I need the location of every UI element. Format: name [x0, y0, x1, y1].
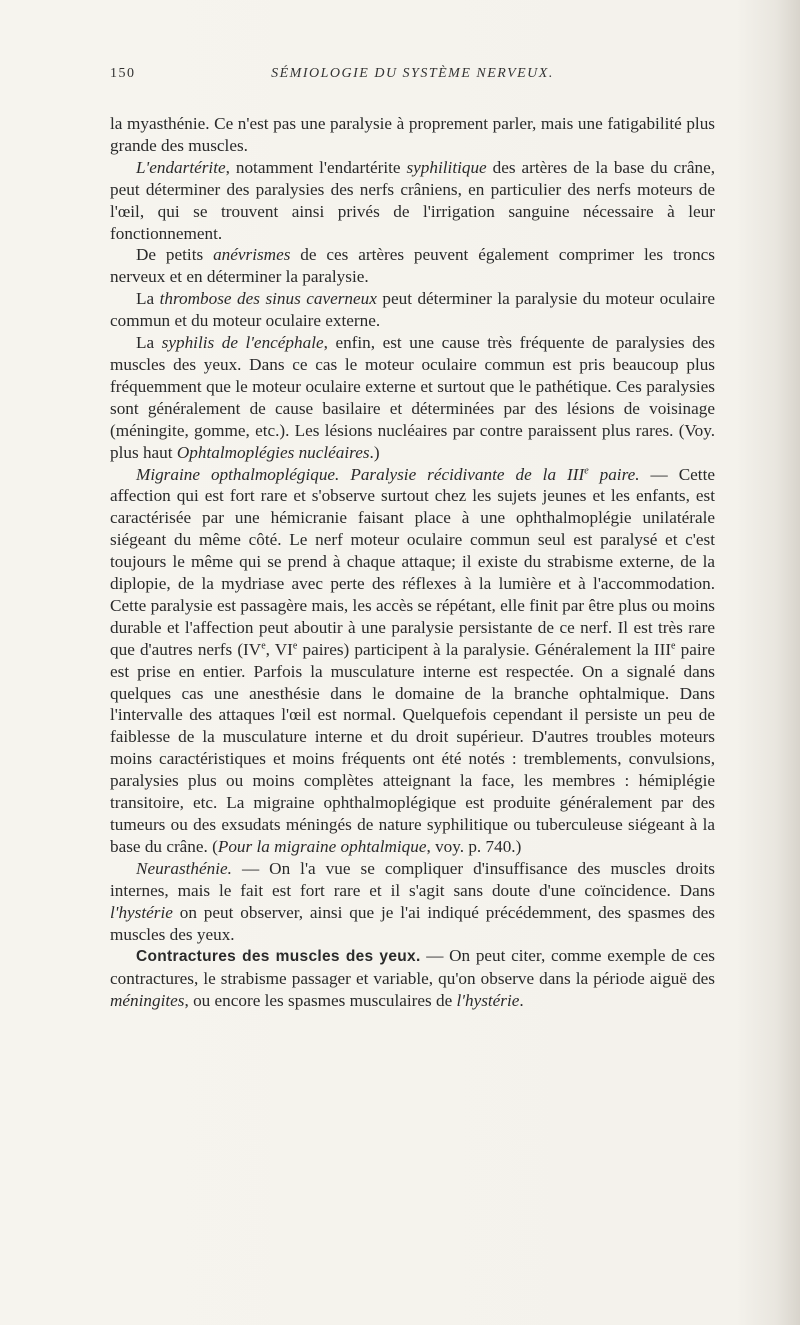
- page-number: 150: [110, 66, 136, 81]
- paragraph: L'endartérite, notamment l'endartérite syphilitique des artères de la base du crâne, peut déterminer des paralysies des nerfs crâniens, en particulier des nerfs moteurs de l'œil, qui se trouvent ainsi privés de l'irrigation sanguine nécessaire à leur fonctionnement.: [110, 157, 715, 243]
- paragraph: De petits anévrismes de ces artères peuvent également comprimer les troncs nerveux et en déterminer la paralysie.: [110, 245, 715, 287]
- paragraph: la myasthénie. Ce n'est pas une paralysie à proprement parler, mais une fatigabilité plus grande des muscles.: [110, 114, 715, 155]
- body-text: [110, 113, 715, 1012]
- section-heading: Neurasthénie.: [136, 858, 232, 878]
- paragraph: Contractures des muscles des yeux. — On peut citer, comme exemple de ces contractures, le strabisme passager et variable, qu'on observe dans la période aiguë des méningites, ou encore les spasmes musculaires de l'hystérie.: [110, 946, 715, 1011]
- paragraph: La syphilis de l'encéphale, enfin, est une cause très fréquente de paralysies des muscles des yeux. Dans ce cas le moteur oculaire commun est pris beaucoup plus fréquemment que le moteur oculaire externe et surtout que le pathétique. Ces paralysies sont généralement de cause basilaire et déterminées par des lésions de voisinage (méningite, gomme, etc.). Les lésions nucléaires par contre paraissent plus rares. (Voy. plus haut Ophtalmoplégies nucléaires.): [110, 333, 715, 462]
- paragraph: Neurasthénie. — On l'a vue se compliquer d'insuffisance des muscles droits internes, mais le fait est fort rare et il s'agit sans doute d'une coïncidence. Dans l'hystérie on peut observer, ainsi que je l'ai indiqué précédemment, des spasmes des muscles des yeux.: [110, 858, 715, 944]
- section-heading: Migraine opthalmoplégique. Paralysie récidivante de la III: [136, 464, 585, 484]
- running-title: SÉMIOLOGIE DU SYSTÈME NERVEUX.: [271, 66, 554, 81]
- section-heading: Contractures des muscles des yeux.: [136, 948, 421, 966]
- paragraph: Migraine opthalmoplégique. Paralysie récidivante de la IIIe paire. — Cette affection qui est fort rare et s'observe surtout chez les sujets jeunes et les enfants, est caractérisée par une hémicranie faisant place à une ophthalmoplégie unilatérale siégeant du même côté. Le nerf moteur oculaire commun seul est paralysé et c'est toujours le même qui se prend à chaque attaque; il existe du strabisme externe, de la diplopie, de la mydriase avec perte des réflexes à la lumière et à l'accommodation. Cette paralysie est passagère mais, les accès se répétant, elle finit par être plus ou moins durable et l'affection peut aboutir à une paralysie persistante de ce nerf. Il est très rare que d'autres nerfs (IVe, VIe paires) participent à la paralysie. Généralement la IIIe paire est prise en entier. Parfois la musculature interne est respectée. On a signalé dans quelques cas une anesthésie dans le domaine de la branche ophtalmique. Dans l'intervalle des attaques l'œil est normal. Quelquefois cependant il persiste un peu de faiblesse de la musculature interne et du droit supérieur. D'autres troubles moteurs moins caractéristiques et moins fréquents ont été notés : tremblements, convulsions, paralysies plus ou moins complètes atteignant la face, les membres : hémiplégie transitoire, etc. La migraine ophthalmoplégique est produite généralement par des tumeurs ou des exsudats méningés de nature syphilitique ou tuberculeuse siégeant à la base du crâne. (Pour la migraine ophtalmique, voy. p. 740.): [110, 464, 715, 856]
- paragraph: La thrombose des sinus caverneux peut déterminer la paralysie du moteur oculaire commun et du moteur oculaire externe.: [110, 289, 715, 331]
- page-header: [110, 66, 715, 88]
